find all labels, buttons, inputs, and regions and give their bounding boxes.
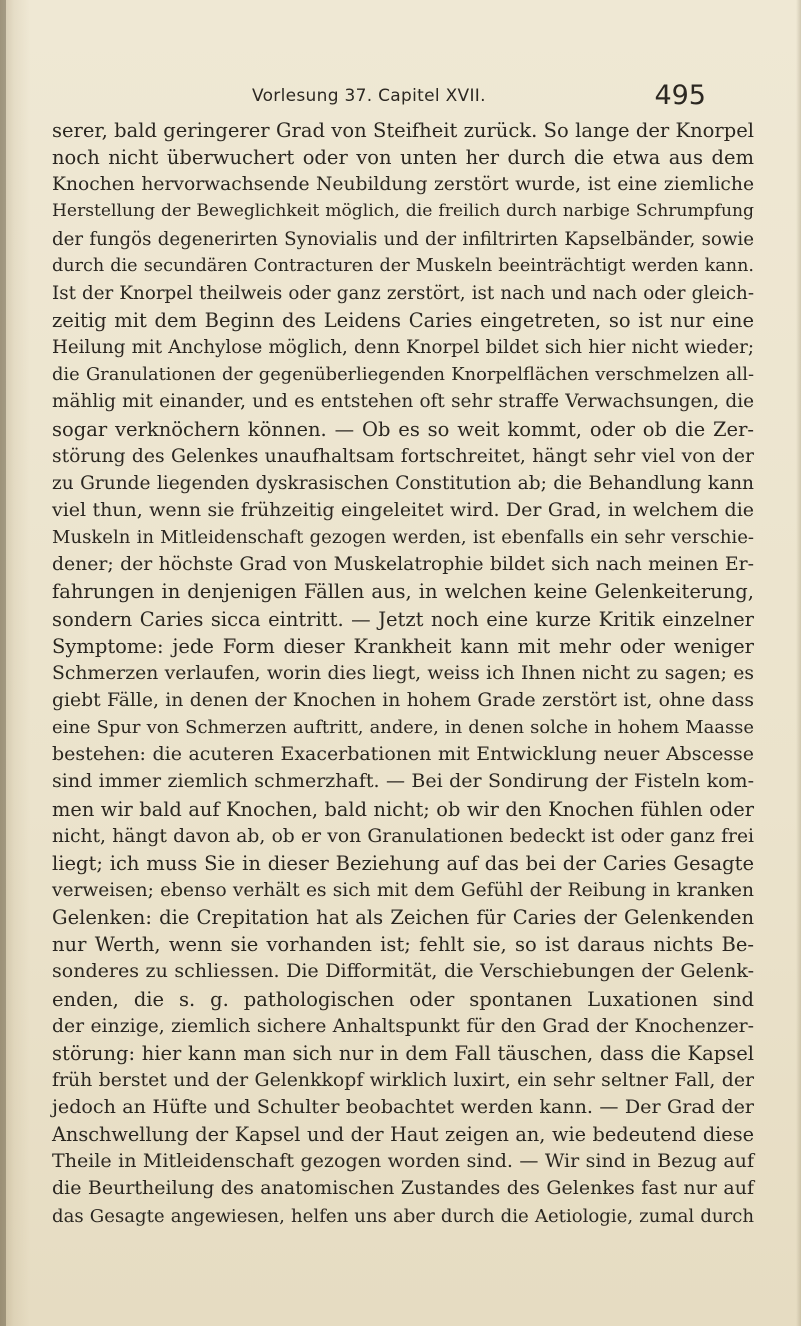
text-line: mählig mit einander, und es entstehen oft sehr straffe Verwachsungen, die [52, 391, 754, 413]
text-line: eine Spur von Schmerzen auftritt, andere, in denen solche in hohem Maasse [52, 717, 754, 739]
text-line: störung des Gelenkes unaufhaltsam fortschreitet, hängt sehr viel von der [52, 445, 754, 467]
page-number: 495 [654, 80, 706, 111]
text-line: Muskeln in Mitleidenschaft gezogen werden, ist ebenfalls ein sehr verschie- [52, 527, 754, 549]
text-line: der fungös degenerirten Synovialis und der infiltrirten Kapselbänder, sowie [52, 228, 754, 250]
text-line: fahrungen in denjenigen Fällen aus, in welchen keine Gelenkeiterung, [52, 580, 754, 604]
running-title: Vorlesung 37. Capitel XVII. [252, 86, 486, 106]
text-line: sonderes zu schliessen. Die Difformität, die Verschiebungen der Gelenk- [52, 960, 754, 983]
text-line: enden, die s. g. pathologischen oder spontanen Luxationen sind [52, 987, 754, 1011]
text-line: die Granulationen der gegenüberliegenden Knorpelflächen verschmelzen all- [52, 364, 754, 386]
binding-shadow [0, 0, 6, 1326]
text-line: sogar verknöchern können. — Ob es so weit kommt, oder ob die Zer- [52, 417, 754, 441]
text-line: noch nicht überwuchert oder von unten her durch die etwa aus dem [52, 146, 754, 170]
text-line: Herstellung der Beweglichkeit möglich, die freilich durch narbige Schrumpfung [52, 201, 754, 222]
text-line: nicht, hängt davon ab, ob er von Granulationen bedeckt ist oder ganz frei [52, 825, 754, 847]
text-line: giebt Fälle, in denen der Knochen in hohem Grade zerstört ist, ohne dass [52, 689, 754, 711]
text-line: durch die secundären Contracturen der Muskeln beeinträchtigt werden kann. [52, 255, 754, 276]
text-line: Ist der Knorpel theilweis oder ganz zerstört, ist nach und nach oder gleich- [52, 282, 754, 304]
text-line: zu Grunde liegenden dyskrasischen Constitution ab; die Behandlung kann [52, 472, 754, 494]
text-line: zeitig mit dem Beginn des Leidens Caries eingetreten, so ist nur eine [52, 308, 754, 332]
text-line: liegt; ich muss Sie in dieser Beziehung auf das bei der Caries Gesagte [52, 851, 754, 875]
text-line: die Beurtheilung des anatomischen Zustandes des Gelenkes fast nur auf [52, 1177, 754, 1200]
text-line: Gelenken: die Crepitation hat als Zeichen für Caries der Gelenkenden [52, 906, 754, 930]
text-line: nur Werth, wenn sie vorhanden ist; fehlt sie, so ist daraus nichts Be- [52, 933, 754, 957]
text-line: Knochen hervorwachsende Neubildung zerstört wurde, ist eine ziemliche [52, 174, 754, 196]
text-line: Theile in Mitleidenschaft gezogen worden sind. — Wir sind in Bezug auf [52, 1150, 754, 1173]
text-line: Schmerzen verlaufen, worin dies liegt, weiss ich Ihnen nicht zu sagen; es [52, 662, 754, 684]
text-line: früh berstet und der Gelenkkopf wirklich luxirt, ein sehr seltner Fall, der [52, 1068, 754, 1091]
body-text [52, 117, 754, 1230]
text-line: verweisen; ebenso verhält es sich mit dem Gefühl der Reibung in kranken [52, 879, 754, 901]
text-line: Heilung mit Anchylose möglich, denn Knorpel bildet sich hier nicht wieder; [52, 337, 754, 359]
text-line: das Gesagte angewiesen, helfen uns aber durch die Aetiologie, zumal durch [52, 1205, 754, 1227]
text-line: serer, bald geringerer Grad von Steifheit zurück. So lange der Knorpel [52, 119, 754, 142]
text-line: sind immer ziemlich schmerzhaft. — Bei der Sondirung der Fisteln kom- [52, 770, 754, 793]
text-line: sondern Caries sicca eintritt. — Jetzt noch eine kurze Kritik einzelner [52, 607, 754, 631]
text-line: Anschwellung der Kapsel und der Haut zeigen an, wie bedeutend diese [52, 1123, 754, 1147]
text-line: viel thun, wenn sie frühzeitig eingeleitet wird. Der Grad, in welchem die [52, 498, 754, 521]
text-line: jedoch an Hüfte und Schulter beobachtet werden kann. — Der Grad der [52, 1096, 754, 1119]
text-line: der einzige, ziemlich sichere Anhaltspunkt für den Grad der Knochenzer- [52, 1015, 754, 1037]
text-line: dener; der höchste Grad von Muskelatrophie bildet sich nach meinen Er- [52, 554, 754, 576]
text-line: bestehen: die acuteren Exacerbationen mit Entwicklung neuer Abscesse [52, 743, 754, 766]
page-edge [796, 0, 801, 1326]
text-line: men wir bald auf Knochen, bald nicht; ob wir den Knochen fühlen oder [52, 797, 754, 821]
text-line: störung: hier kann man sich nur in dem Fall täuschen, dass die Kapsel [52, 1041, 754, 1065]
running-head [0, 80, 801, 120]
text-line: Symptome: jede Form dieser Krankheit kann mit mehr oder weniger [52, 634, 754, 658]
